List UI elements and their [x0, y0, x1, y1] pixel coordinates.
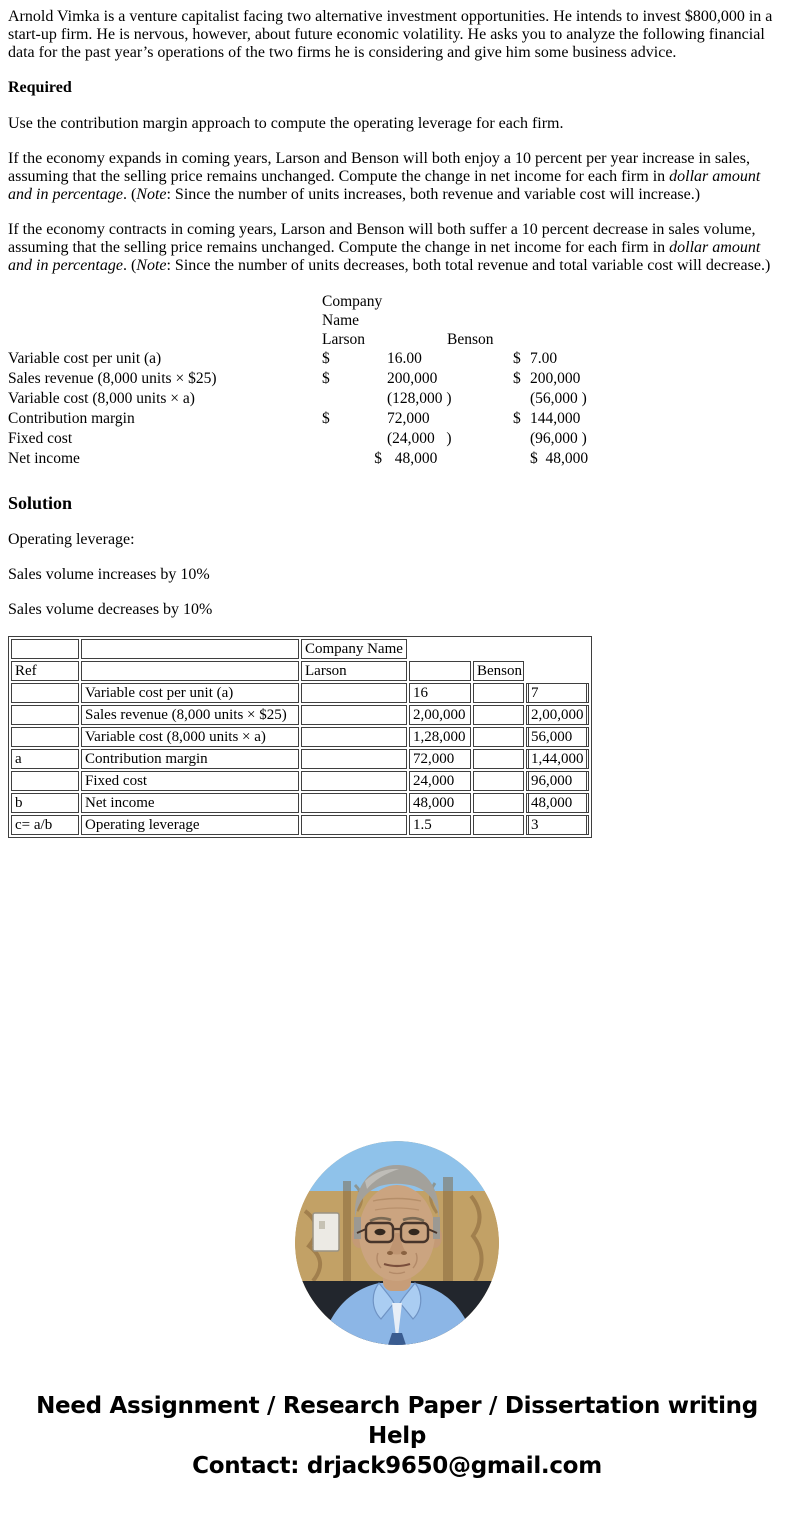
- table-row: [11, 749, 589, 769]
- ref-cell: b: [11, 793, 79, 813]
- table-row: [11, 727, 589, 747]
- fin-row-label: Fixed cost: [8, 430, 73, 447]
- contract-text-3: : Since the number of units decreases, both total revenue and total variable cost will decrease.): [166, 257, 771, 274]
- larson-value-cell: 1,28,000: [409, 727, 471, 747]
- benson-value: $ 48,000: [530, 450, 589, 467]
- fin-row-label: Variable cost (8,000 units × a): [8, 390, 195, 407]
- larson-value-cell: 16: [409, 683, 471, 703]
- larson-value-cell: 48,000: [409, 793, 471, 813]
- fin-row-sales-revenue: [8, 369, 786, 389]
- solution-heading: Solution: [8, 493, 73, 513]
- label-cell: Contribution margin: [81, 749, 299, 769]
- larson-value: (24,000 ): [387, 430, 452, 447]
- cell-empty: [409, 661, 471, 681]
- sales-increase-line: Sales volume increases by 10%: [8, 566, 210, 583]
- benson-value-cell: 96,000: [526, 771, 589, 791]
- benson-currency: $: [513, 370, 521, 387]
- cell-empty: [301, 749, 407, 769]
- contract-italic-dollar-amount: dollar amount and in percentage: [8, 239, 761, 274]
- cell-empty: [301, 815, 407, 835]
- table-row: [11, 793, 589, 813]
- larson-value: (128,000 ): [387, 390, 452, 407]
- benson-value-cell: 7: [526, 683, 589, 703]
- larson-currency: [322, 429, 387, 449]
- expand-text-2: . (: [122, 186, 137, 203]
- larson-value: 200,000: [387, 370, 438, 387]
- tutor-photo: [295, 1141, 499, 1345]
- required-heading: Required: [8, 79, 72, 96]
- cell-empty: [473, 683, 524, 703]
- ref-cell: [11, 683, 79, 703]
- footer-advert: [25, 1391, 769, 1481]
- expand-text-1: If the economy expands in coming years, Larson and Benson will both enjoy a 10 percent per year increase in sales, assuming that the selling price remains unchanged. Compute the change in net income for each firm in: [8, 150, 750, 185]
- larson-currency: [322, 389, 387, 409]
- cell-empty: [11, 639, 79, 659]
- benson-value-cell: 56,000: [526, 727, 589, 747]
- larson-value: 16.00: [387, 350, 422, 367]
- contract-italic-note: Note: [136, 257, 167, 274]
- expand-text-3: : Since the number of units increases, both revenue and variable cost will increase.): [166, 186, 701, 203]
- benson-currency: [513, 429, 530, 449]
- label-cell: Fixed cost: [81, 771, 299, 791]
- benson-value: (96,000 ): [530, 430, 587, 447]
- ref-cell: [11, 771, 79, 791]
- benson-column-header: Benson: [447, 331, 494, 348]
- cell-empty: [473, 771, 524, 791]
- larson-currency: $: [322, 350, 330, 367]
- solution-table: [8, 636, 592, 838]
- benson-currency: $: [513, 350, 521, 367]
- larson-header-cell: Larson: [301, 661, 407, 681]
- larson-value: 72,000: [387, 410, 430, 427]
- table-row-company-header: [11, 639, 589, 659]
- assignment-help-text: Need Assignment / Research Paper / Dissertation writing Help: [36, 1393, 758, 1449]
- larson-currency: $: [374, 450, 382, 467]
- label-cell: Net income: [81, 793, 299, 813]
- cell-empty: [81, 661, 299, 681]
- expand-italic-note: Note: [136, 186, 167, 203]
- cell-empty: [473, 749, 524, 769]
- cell-empty: [301, 727, 407, 747]
- operating-leverage-line: Operating leverage:: [8, 531, 135, 548]
- larson-column-header: Larson: [322, 331, 366, 348]
- cell-empty: [473, 793, 524, 813]
- benson-value: 200,000: [530, 370, 581, 387]
- fin-row-variable-cost: [8, 389, 786, 409]
- label-cell: Variable cost (8,000 units × a): [81, 727, 299, 747]
- fin-row-label: Net income: [8, 450, 80, 467]
- company-name-header-cell: Company Name: [301, 639, 407, 659]
- benson-value-cell: 2,00,000: [526, 705, 589, 725]
- company-header-word1: Company: [322, 293, 383, 310]
- fin-row-fixed-cost: [8, 429, 786, 449]
- larson-value-cell: 2,00,000: [409, 705, 471, 725]
- fin-row-net-income: [8, 449, 786, 469]
- larson-currency: $: [322, 370, 330, 387]
- intro-paragraph: Arnold Vimka is a venture capitalist facing two alternative investment opportunities. He intends to invest $800,000 in a start-up firm. He is nervous, however, about future economic volatility. He asks you to analyze the following financial data for the past year’s operations of the two firms he is considering and give him some business advice.: [8, 8, 773, 61]
- benson-currency: [513, 449, 530, 469]
- cell-empty: [301, 683, 407, 703]
- larson-value-cell: 72,000: [409, 749, 471, 769]
- table-row-column-headers: [11, 661, 589, 681]
- cell-empty: [301, 771, 407, 791]
- contract-text-2: . (: [122, 257, 137, 274]
- benson-value-cell: 1,44,000: [526, 749, 589, 769]
- larson-value: 48,000: [387, 450, 438, 467]
- label-cell: Variable cost per unit (a): [81, 683, 299, 703]
- cell-empty: [473, 727, 524, 747]
- fin-row-label: Contribution margin: [8, 410, 135, 427]
- contact-email-text: Contact: drjack9650@gmail.com: [192, 1453, 602, 1479]
- cell-empty: [81, 639, 299, 659]
- larson-currency: $: [322, 410, 330, 427]
- cell-empty: [301, 705, 407, 725]
- label-cell: Sales revenue (8,000 units × $25): [81, 705, 299, 725]
- person-avatar-image: [295, 1141, 499, 1345]
- fin-row-label: Variable cost per unit (a): [8, 350, 162, 367]
- economy-expands-paragraph: [8, 150, 786, 204]
- table-row: [11, 771, 589, 791]
- table-row: [11, 683, 589, 703]
- contract-text-1: If the economy contracts in coming years, Larson and Benson will both suffer a 10 percent decrease in sales volume, assuming that the selling price remains unchanged. Compute the change in net income for each firm in: [8, 221, 756, 256]
- fin-row-label: Sales revenue (8,000 units × $25): [8, 370, 217, 387]
- use-contribution-margin-paragraph: Use the contribution margin approach to compute the operating leverage for each firm.: [8, 115, 564, 132]
- benson-currency: [513, 389, 530, 409]
- ref-cell: a: [11, 749, 79, 769]
- larson-value-cell: 1.5: [409, 815, 471, 835]
- fin-row-variable-cost-per-unit: [8, 349, 786, 369]
- cell-empty: [301, 793, 407, 813]
- table-row: [11, 705, 589, 725]
- expand-italic-dollar-amount: dollar amount and in percentage: [8, 168, 761, 203]
- fin-row-contribution-margin: [8, 409, 786, 429]
- ref-cell: [11, 705, 79, 725]
- company-column-headers: [8, 330, 786, 349]
- table-row: [11, 815, 589, 835]
- benson-value-cell: 3: [526, 815, 589, 835]
- ref-header-cell: Ref: [11, 661, 79, 681]
- benson-header-cell: Benson: [473, 661, 524, 681]
- company-header-line1: [8, 292, 786, 311]
- larson-value-cell: 24,000: [409, 771, 471, 791]
- benson-value: 144,000: [530, 410, 581, 427]
- benson-value: (56,000 ): [530, 390, 587, 407]
- economy-contracts-paragraph: [8, 221, 786, 275]
- ref-cell: [11, 727, 79, 747]
- benson-value: 7.00: [530, 350, 558, 367]
- company-header-word2: Name: [322, 312, 360, 329]
- financial-summary-block: [8, 292, 786, 469]
- cell-empty: [473, 705, 524, 725]
- company-header-line2: [8, 311, 786, 330]
- sales-decrease-line: Sales volume decreases by 10%: [8, 601, 213, 618]
- benson-value-cell: 48,000: [526, 793, 589, 813]
- label-cell: Operating leverage: [81, 815, 299, 835]
- benson-currency: $: [513, 410, 521, 427]
- cell-empty: [473, 815, 524, 835]
- ref-cell: c= a/b: [11, 815, 79, 835]
